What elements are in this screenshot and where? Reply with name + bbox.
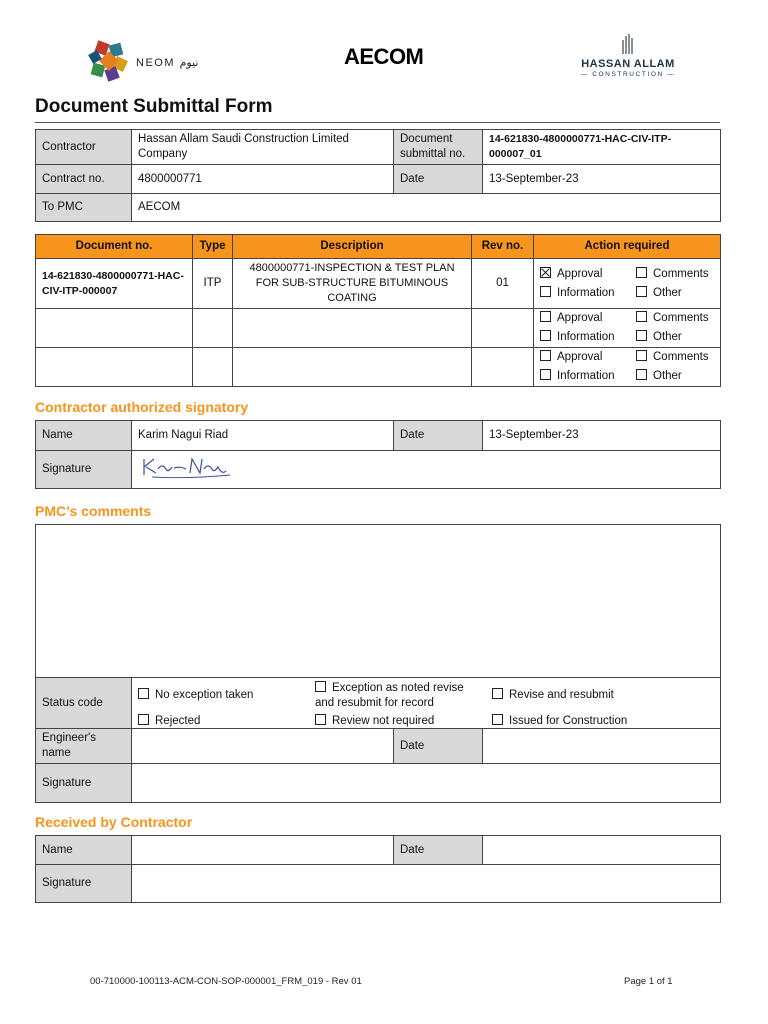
doc-no-cell: 14-621830-4800000771-HAC-CIV-ITP-000007 xyxy=(36,259,193,309)
col-header-description: Description xyxy=(233,235,472,259)
pmc-signature-field[interactable] xyxy=(132,764,721,803)
table-row xyxy=(36,309,721,348)
pmc-comments-table xyxy=(35,524,721,803)
comments-option: Comments xyxy=(636,350,714,365)
signatory-heading: Contractor authorized signatory xyxy=(35,399,249,415)
rev-no-cell: 01 xyxy=(472,259,534,309)
rev-no-cell xyxy=(472,348,534,387)
action-cell xyxy=(534,348,721,387)
other-option: Other xyxy=(636,286,714,301)
title-divider xyxy=(35,122,720,123)
type-cell xyxy=(193,309,233,348)
signatory-signature-field xyxy=(132,451,721,489)
signatory-date-label: Date xyxy=(394,421,483,451)
comments-option: Comments xyxy=(636,311,714,326)
hassan-allam-subtitle: — CONSTRUCTION — xyxy=(580,71,676,78)
type-cell xyxy=(193,348,233,387)
hassan-allam-emblem-icon xyxy=(620,34,636,56)
doc-submittal-label: Document submittal no. xyxy=(394,130,483,165)
exception-noted-label-line2: and resubmit for record xyxy=(315,697,434,709)
col-header-action: Action required xyxy=(534,235,721,259)
engineer-name-field[interactable] xyxy=(132,729,394,764)
received-table xyxy=(35,835,721,903)
approval-checkbox[interactable] xyxy=(540,267,551,278)
exception-noted-option: Exception as noted revise xyxy=(315,681,464,695)
information-checkbox[interactable] xyxy=(540,286,551,297)
description-cell xyxy=(233,348,472,387)
type-cell: ITP xyxy=(193,259,233,309)
status-code-options xyxy=(132,678,721,729)
signatory-date-value: 13-September-23 xyxy=(483,421,721,451)
engineer-name-label: Engineer's name xyxy=(36,729,132,764)
signatory-table xyxy=(35,420,721,489)
action-cell xyxy=(534,309,721,348)
approval-option: Approval xyxy=(540,311,636,326)
approval-option: Approval xyxy=(540,267,636,282)
col-header-type: Type xyxy=(193,235,233,259)
no-exception-option: No exception taken xyxy=(138,688,253,702)
approval-option: Approval xyxy=(540,350,636,365)
description-cell: 4800000771-INSPECTION & TEST PLAN FOR SUB-STRUCTURE BITUMINOUS COATING xyxy=(233,259,472,309)
to-pmc-label: To PMC xyxy=(36,194,132,222)
contract-info-table xyxy=(35,129,721,222)
doc-submittal-value: 14-621830-4800000771-HAC-CIV-ITP-000007_01 xyxy=(483,130,721,165)
header-logos xyxy=(0,36,768,88)
comments-option: Comments xyxy=(636,267,714,282)
neom-wordmark: NEOM نيوم xyxy=(136,57,199,69)
col-header-rev-no: Rev no. xyxy=(472,235,534,259)
rejected-option: Rejected xyxy=(138,714,200,728)
exception-noted-checkbox[interactable] xyxy=(315,681,326,692)
neom-emblem-icon xyxy=(88,40,132,84)
date-label: Date xyxy=(394,165,483,194)
no-exception-checkbox[interactable] xyxy=(138,688,149,699)
pmc-comments-heading: PMC’s comments xyxy=(35,503,152,519)
other-checkbox[interactable] xyxy=(636,369,647,380)
page-title: Document Submittal Form xyxy=(35,96,273,117)
pmc-signature-label: Signature xyxy=(36,764,132,803)
comments-checkbox[interactable] xyxy=(636,311,647,322)
issued-for-construction-checkbox[interactable] xyxy=(492,714,503,725)
received-signature-label: Signature xyxy=(36,865,132,903)
pmc-comments-textarea[interactable] xyxy=(36,525,721,678)
description-cell xyxy=(233,309,472,348)
revise-resubmit-checkbox[interactable] xyxy=(492,688,503,699)
hassan-allam-wordmark: HASSAN ALLAM xyxy=(581,58,675,70)
rejected-checkbox[interactable] xyxy=(138,714,149,725)
doc-no-cell xyxy=(36,309,193,348)
other-option: Other xyxy=(636,369,714,384)
contract-no-label: Contract no. xyxy=(36,165,132,194)
pmc-date-label: Date xyxy=(394,729,483,764)
received-name-label: Name xyxy=(36,836,132,865)
revise-resubmit-option: Revise and resubmit xyxy=(492,688,614,702)
approval-checkbox[interactable] xyxy=(540,311,551,322)
hassan-allam-logo xyxy=(572,36,684,84)
review-not-required-checkbox[interactable] xyxy=(315,714,326,725)
table-row xyxy=(36,259,721,309)
document-table xyxy=(35,234,721,387)
review-not-required-option: Review not required xyxy=(315,714,434,728)
received-date-label: Date xyxy=(394,836,483,865)
contractor-label: Contractor xyxy=(36,130,132,165)
received-date-field[interactable] xyxy=(483,836,721,865)
footer-doc-ref: 00-710000-100113-ACM-CON-SOP-000001_FRM_019 - Rev 01 xyxy=(90,976,362,987)
information-option: Information xyxy=(540,330,636,345)
received-signature-field[interactable] xyxy=(132,865,721,903)
information-checkbox[interactable] xyxy=(540,330,551,341)
other-option: Other xyxy=(636,330,714,345)
col-header-doc-no: Document no. xyxy=(36,235,193,259)
contract-no-value: 4800000771 xyxy=(132,165,394,194)
contractor-value: Hassan Allam Saudi Construction Limited Company xyxy=(132,130,394,165)
received-heading: Received by Contractor xyxy=(35,814,193,830)
status-code-label: Status code xyxy=(36,678,132,729)
to-pmc-value: AECOM xyxy=(132,194,721,222)
pmc-date-field[interactable] xyxy=(483,729,721,764)
comments-checkbox[interactable] xyxy=(636,350,647,361)
received-name-field[interactable] xyxy=(132,836,394,865)
doc-no-cell xyxy=(36,348,193,387)
comments-checkbox[interactable] xyxy=(636,267,647,278)
action-cell xyxy=(534,259,721,309)
information-checkbox[interactable] xyxy=(540,369,551,380)
signatory-name-value: Karim Nagui Riad xyxy=(132,421,394,451)
rev-no-cell xyxy=(472,309,534,348)
footer-page-number: Page 1 of 1 xyxy=(624,976,673,987)
signatory-name-label: Name xyxy=(36,421,132,451)
information-option: Information xyxy=(540,286,636,301)
other-checkbox[interactable] xyxy=(636,286,647,297)
handwritten-signature-image xyxy=(138,453,238,481)
signatory-signature-label: Signature xyxy=(36,451,132,489)
table-row xyxy=(36,348,721,387)
date-value: 13-September-23 xyxy=(483,165,721,194)
approval-checkbox[interactable] xyxy=(540,350,551,361)
information-option: Information xyxy=(540,369,636,384)
other-checkbox[interactable] xyxy=(636,330,647,341)
issued-for-construction-option: Issued for Construction xyxy=(492,714,627,728)
neom-logo xyxy=(88,40,218,84)
aecom-logo: AECOM xyxy=(344,44,424,69)
